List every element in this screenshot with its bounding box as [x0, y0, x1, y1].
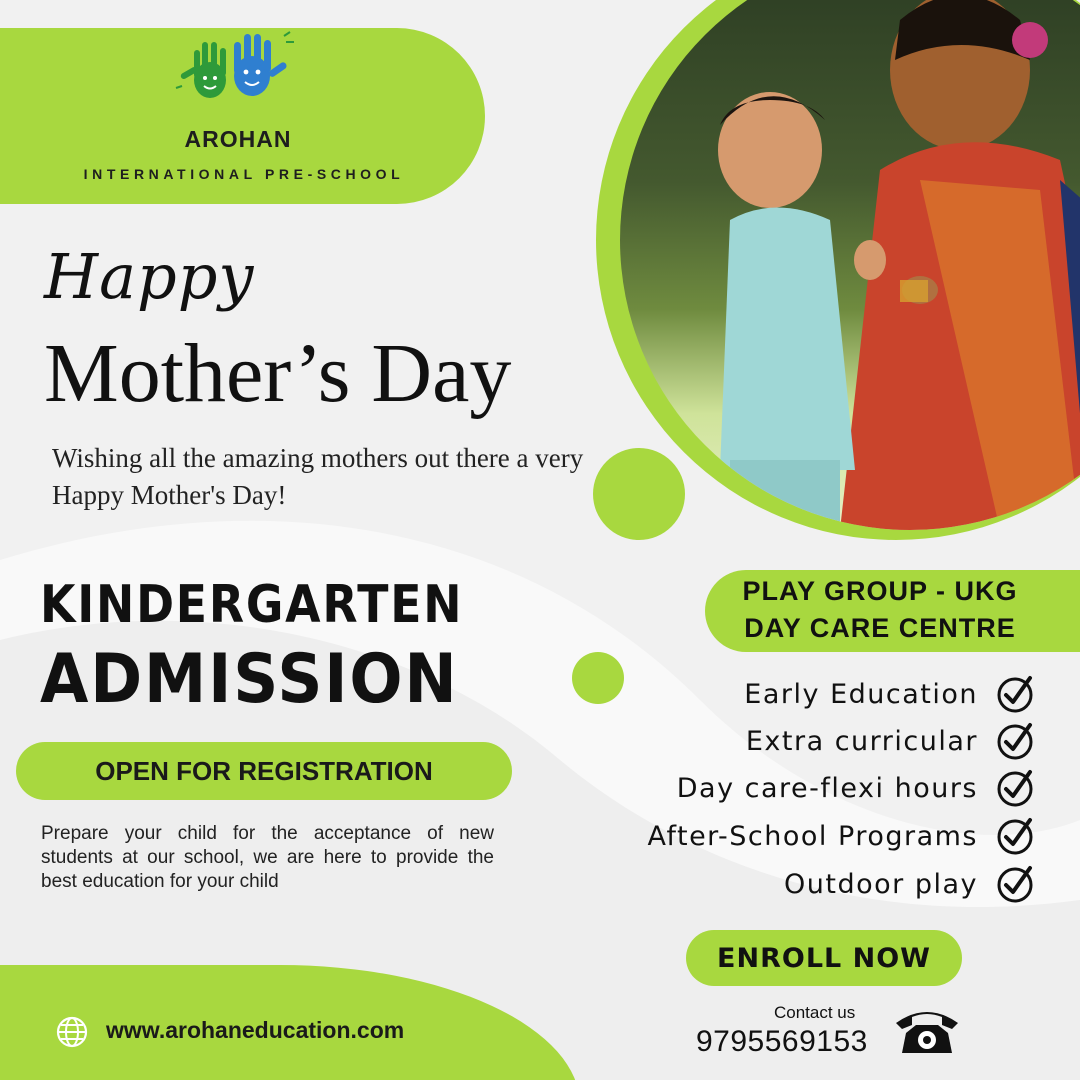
contact-label: Contact us	[774, 1003, 856, 1022]
website-link[interactable]: www.arohaneducation.com	[106, 1017, 405, 1043]
feature-label: Outdoor play	[784, 868, 978, 900]
mother-child-photo	[620, 0, 1080, 530]
greeting-script: Happy	[44, 240, 255, 313]
registration-badge[interactable]: OPEN FOR REGISTRATION	[16, 742, 512, 800]
check-circle-icon	[996, 768, 1036, 808]
telephone-icon	[892, 1003, 962, 1057]
admission-title-line2: ADMISSION	[40, 640, 459, 719]
greeting-headline: Mother’s Day	[44, 327, 512, 420]
decor-dot	[572, 652, 624, 704]
feature-label: After-School Programs	[647, 820, 978, 852]
phone-number[interactable]: 9795569153	[696, 1025, 868, 1058]
greeting-message: Wishing all the amazing mothers out there a very Happy Mother's Day!	[52, 443, 584, 510]
globe-icon	[56, 1016, 88, 1048]
feature-item	[647, 814, 1036, 858]
feature-item	[746, 719, 1036, 763]
check-circle-icon	[996, 721, 1036, 761]
programs-line1: PLAY GROUP - UKG	[742, 576, 1018, 606]
check-circle-icon	[996, 816, 1036, 856]
brand-name: AROHAN	[184, 126, 292, 152]
check-circle-icon	[996, 864, 1036, 904]
feature-item	[744, 672, 1036, 716]
admission-title-line1: KINDERGARTEN	[40, 575, 464, 635]
programs-line2: DAY CARE CENTRE	[744, 613, 1016, 643]
feature-label: Day care-flexi hours	[676, 772, 978, 804]
feature-item	[784, 862, 1036, 906]
feature-label: Extra curricular	[745, 725, 978, 757]
admission-description: Prepare your child for the acceptance of new students at our school, we are here to provide the best education for your child	[41, 823, 494, 892]
feature-label: Early Education	[744, 678, 978, 710]
decor-dot	[593, 448, 685, 540]
check-circle-icon	[996, 674, 1036, 714]
enroll-now-button[interactable]: ENROLL NOW	[686, 930, 962, 986]
handprints-icon	[172, 30, 302, 110]
feature-item	[677, 766, 1036, 810]
brand-subtitle: INTERNATIONAL PRE-SCHOOL	[83, 166, 405, 182]
